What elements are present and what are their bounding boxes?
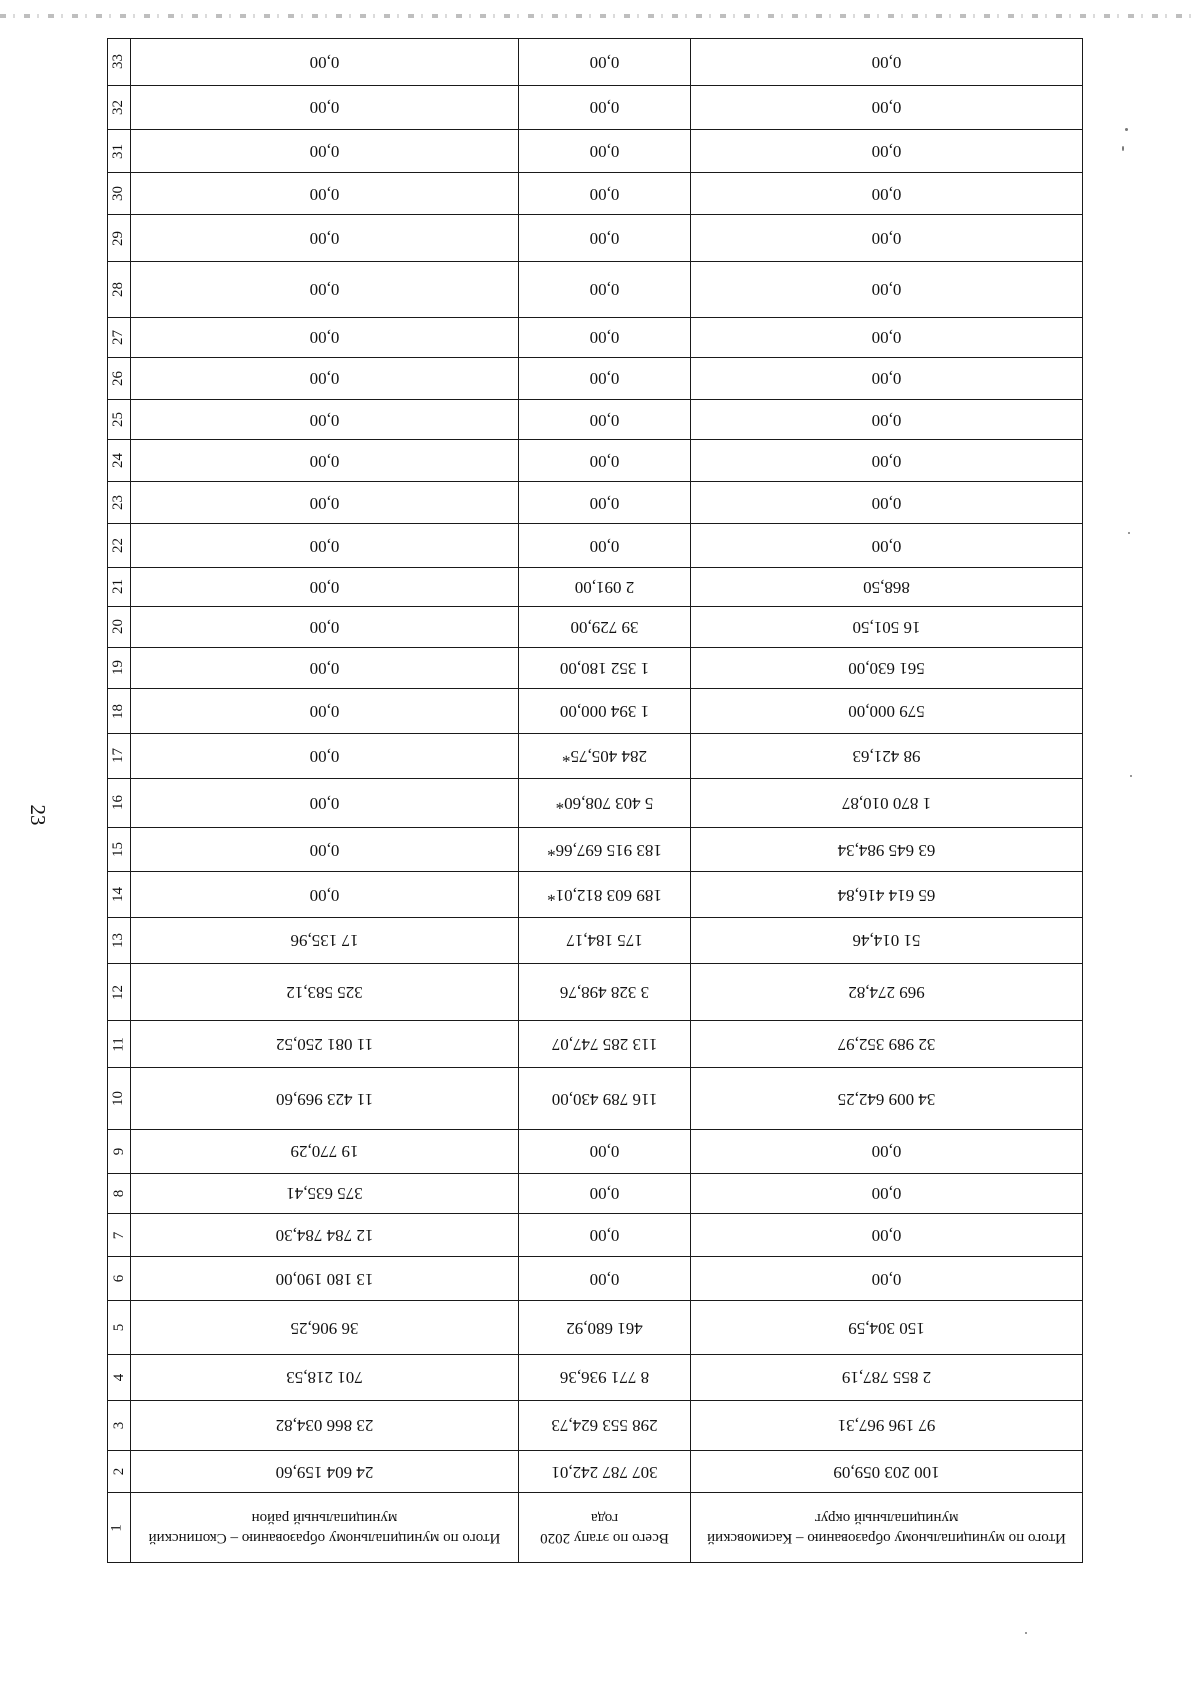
cell-kasimov: 2 855 787,19 [691, 1355, 1083, 1400]
cell-kasimov: 65 614 416,84 [691, 872, 1083, 917]
row-index [108, 1257, 131, 1301]
cell-total-2020: 0,00 [519, 85, 691, 129]
row-index-label: 4 [110, 1373, 127, 1382]
cell-skopin: 0,00 [131, 39, 519, 86]
row-index-label: 22 [110, 538, 127, 554]
table-row [108, 1213, 1083, 1256]
row-index [108, 688, 131, 733]
row-index-label: 11 [110, 1037, 127, 1052]
cell-total-2020: 175 184,17 [519, 917, 691, 963]
budget-table [108, 38, 1083, 1563]
row-index [108, 647, 131, 688]
cell-total-2020: 307 787 242,01 [519, 1451, 691, 1493]
cell-kasimov: 0,00 [691, 357, 1083, 399]
row-index-label: 12 [110, 984, 127, 1000]
cell-kasimov: 1 870 010,87 [691, 778, 1083, 828]
cell-kasimov: 16 501,50 [691, 606, 1083, 647]
row-index-label: 13 [110, 932, 127, 948]
cell-kasimov: 561 630,00 [691, 647, 1083, 688]
scan-edge-noise [0, 14, 1200, 18]
cell-total-2020: 0,00 [519, 399, 691, 439]
row-index-label: 32 [110, 99, 127, 115]
cell-skopin: 11 423 969,60 [131, 1068, 519, 1129]
scan-speck [1130, 775, 1132, 777]
cell-total-2020: 298 553 624,73 [519, 1400, 691, 1451]
row-index-label: 14 [110, 887, 127, 903]
row-index [108, 1021, 131, 1068]
table-row [108, 567, 1083, 606]
row-index-label: 29 [110, 230, 127, 246]
row-index-label: 16 [110, 795, 127, 811]
cell-kasimov: 100 203 059,09 [691, 1451, 1083, 1493]
scan-speck [1125, 128, 1128, 131]
row-index-label: 6 [110, 1275, 127, 1283]
row-index [108, 917, 131, 963]
row-index-label: 2 [110, 1468, 127, 1476]
scan-speck [1025, 1632, 1027, 1634]
cell-total-2020: 0,00 [519, 173, 691, 215]
cell-kasimov: 579 000,00 [691, 688, 1083, 733]
row-index [108, 1301, 131, 1355]
table-row [108, 317, 1083, 357]
row-index-label: 18 [110, 703, 127, 719]
cell-total-2020: 2 091,00 [519, 567, 691, 606]
cell-total-2020: 0,00 [519, 357, 691, 399]
row-index-label: 24 [110, 453, 127, 469]
table-row [108, 688, 1083, 733]
cell-total-2020: 0,00 [519, 1213, 691, 1256]
row-index [108, 1451, 131, 1493]
cell-kasimov: 97 196 967,31 [691, 1400, 1083, 1451]
header-skopin: Итого по муниципальному образованию – Скопинский муниципальный район [131, 1493, 519, 1563]
cell-skopin: 23 866 034,82 [131, 1400, 519, 1451]
table-row [108, 1068, 1083, 1129]
row-index-label: 30 [110, 186, 127, 202]
cell-total-2020: 39 729,00 [519, 606, 691, 647]
row-index-label: 26 [110, 370, 127, 386]
table-row [108, 39, 1083, 86]
header-kasimov: Итого по муниципальному образованию – Касимовский муниципальный округ [691, 1493, 1083, 1563]
row-index-label: 3 [110, 1421, 127, 1430]
cell-skopin: 0,00 [131, 440, 519, 482]
cell-skopin: 11 081 250,52 [131, 1021, 519, 1068]
table-row [108, 1451, 1083, 1493]
cell-total-2020: 1 352 180,00 [519, 647, 691, 688]
row-index [108, 357, 131, 399]
cell-skopin: 0,00 [131, 606, 519, 647]
table-row [108, 399, 1083, 439]
cell-skopin: 0,00 [131, 173, 519, 215]
page-number: 23 [26, 804, 50, 826]
cell-kasimov: 0,00 [691, 399, 1083, 439]
table-row [108, 130, 1083, 173]
cell-kasimov: 969 274,82 [691, 964, 1083, 1021]
scan-speck [1128, 532, 1130, 534]
cell-total-2020: 461 680,92 [519, 1301, 691, 1355]
row-index-label: 28 [110, 281, 127, 297]
row-index [108, 828, 131, 872]
cell-kasimov: 0,00 [691, 524, 1083, 567]
cell-kasimov: 0,00 [691, 130, 1083, 173]
row-index-label: 10 [110, 1091, 127, 1107]
row-index-label: 17 [110, 748, 127, 764]
row-index [108, 39, 131, 86]
row-index [108, 130, 131, 173]
row-index [108, 440, 131, 482]
row-index [108, 778, 131, 828]
cell-kasimov: 0,00 [691, 440, 1083, 482]
cell-kasimov: 0,00 [691, 39, 1083, 86]
row-index-label: 27 [110, 329, 127, 345]
cell-kasimov: 0,00 [691, 215, 1083, 261]
cell-total-2020: 0,00 [519, 130, 691, 173]
table-row [108, 734, 1083, 778]
row-index-label: 8 [110, 1189, 127, 1198]
row-index [108, 399, 131, 439]
table-row [108, 357, 1083, 399]
cell-kasimov: 0,00 [691, 85, 1083, 129]
row-index [108, 734, 131, 778]
cell-total-2020: 0,00 [519, 1173, 691, 1213]
row-index [108, 85, 131, 129]
row-index [108, 261, 131, 317]
table-row [108, 524, 1083, 567]
table-row [108, 1129, 1083, 1173]
table-row [108, 1021, 1083, 1068]
row-index [108, 317, 131, 357]
table-row [108, 872, 1083, 917]
row-index-label: 33 [110, 54, 127, 70]
table-row [108, 1355, 1083, 1400]
row-index-label: 7 [110, 1231, 127, 1239]
row-index [108, 567, 131, 606]
table-row [108, 1400, 1083, 1451]
cell-skopin: 0,00 [131, 399, 519, 439]
cell-total-2020: 183 915 697,66* [519, 828, 691, 872]
cell-total-2020: 0,00 [519, 482, 691, 524]
row-index [108, 173, 131, 215]
row-index [108, 1068, 131, 1129]
cell-skopin: 0,00 [131, 524, 519, 567]
scan-speck [1122, 146, 1124, 151]
cell-kasimov: 0,00 [691, 173, 1083, 215]
row-index [108, 1129, 131, 1173]
table-row [108, 1173, 1083, 1213]
cell-total-2020: 3 328 498,76 [519, 964, 691, 1021]
cell-total-2020: 116 789 430,00 [519, 1068, 691, 1129]
cell-kasimov: 0,00 [691, 317, 1083, 357]
row-index-label: 31 [110, 143, 127, 159]
cell-total-2020: 0,00 [519, 1129, 691, 1173]
cell-skopin: 0,00 [131, 130, 519, 173]
header-total-2020: Всего по этапу 2020 года [519, 1493, 691, 1563]
cell-kasimov: 0,00 [691, 1213, 1083, 1256]
table-row [108, 261, 1083, 317]
row-index-label: 21 [110, 579, 127, 595]
cell-skopin: 0,00 [131, 261, 519, 317]
cell-skopin: 12 784 784,30 [131, 1213, 519, 1256]
cell-skopin: 701 218,53 [131, 1355, 519, 1400]
cell-skopin: 0,00 [131, 317, 519, 357]
row-index [108, 964, 131, 1021]
cell-kasimov: 0,00 [691, 1257, 1083, 1301]
cell-total-2020: 284 405,75* [519, 734, 691, 778]
cell-kasimov: 0,00 [691, 1129, 1083, 1173]
cell-kasimov: 51 014,46 [691, 917, 1083, 963]
row-index-label: 5 [110, 1324, 127, 1332]
row-index-label: 9 [110, 1147, 127, 1156]
cell-total-2020: 5 403 708,60* [519, 778, 691, 828]
cell-skopin: 0,00 [131, 567, 519, 606]
table-header-row [108, 1493, 1083, 1563]
row-index [108, 215, 131, 261]
row-index [108, 482, 131, 524]
table-row [108, 482, 1083, 524]
table-row [108, 440, 1083, 482]
row-index-label: 20 [110, 619, 127, 635]
cell-skopin: 0,00 [131, 688, 519, 733]
row-index [108, 872, 131, 917]
table-row [108, 1301, 1083, 1355]
cell-kasimov: 868,50 [691, 567, 1083, 606]
table-row [108, 828, 1083, 872]
cell-skopin: 0,00 [131, 872, 519, 917]
cell-skopin: 24 604 159,60 [131, 1451, 519, 1493]
table-row [108, 606, 1083, 647]
table-row [108, 173, 1083, 215]
row-index [108, 524, 131, 567]
row-index-label: 25 [110, 412, 127, 428]
table-row [108, 215, 1083, 261]
cell-total-2020: 189 603 812,01* [519, 872, 691, 917]
cell-skopin: 0,00 [131, 647, 519, 688]
cell-kasimov: 34 009 642,25 [691, 1068, 1083, 1129]
table-row [108, 964, 1083, 1021]
cell-total-2020: 0,00 [519, 1257, 691, 1301]
cell-total-2020: 1 394 000,00 [519, 688, 691, 733]
cell-skopin: 36 906,25 [131, 1301, 519, 1355]
row-index [108, 606, 131, 647]
cell-skopin: 13 180 190,00 [131, 1257, 519, 1301]
cell-skopin: 0,00 [131, 778, 519, 828]
row-index-label: 15 [110, 842, 127, 858]
cell-total-2020: 0,00 [519, 524, 691, 567]
row-index [108, 1355, 131, 1400]
cell-total-2020: 8 771 936,36 [519, 1355, 691, 1400]
cell-total-2020: 0,00 [519, 261, 691, 317]
cell-skopin: 0,00 [131, 85, 519, 129]
cell-skopin: 0,00 [131, 828, 519, 872]
cell-skopin: 0,00 [131, 482, 519, 524]
table-row [108, 85, 1083, 129]
cell-skopin: 325 583,12 [131, 964, 519, 1021]
cell-skopin: 17 135,96 [131, 917, 519, 963]
cell-total-2020: 0,00 [519, 440, 691, 482]
row-index-label: 19 [110, 660, 127, 676]
cell-total-2020: 0,00 [519, 215, 691, 261]
cell-skopin: 0,00 [131, 215, 519, 261]
row-index [108, 1213, 131, 1256]
cell-skopin: 375 635,41 [131, 1173, 519, 1213]
cell-kasimov: 0,00 [691, 482, 1083, 524]
table-row [108, 647, 1083, 688]
table-row [108, 778, 1083, 828]
cell-total-2020: 0,00 [519, 39, 691, 86]
cell-skopin: 0,00 [131, 734, 519, 778]
cell-kasimov: 0,00 [691, 261, 1083, 317]
cell-kasimov: 150 304,59 [691, 1301, 1083, 1355]
cell-kasimov: 98 421,63 [691, 734, 1083, 778]
table-row [108, 1257, 1083, 1301]
table-row [108, 917, 1083, 963]
row-index [108, 1173, 131, 1213]
cell-kasimov: 32 989 352,97 [691, 1021, 1083, 1068]
row-index: 1 [108, 1493, 131, 1563]
row-index-label: 23 [110, 495, 127, 511]
cell-skopin: 19 770,29 [131, 1129, 519, 1173]
row-index [108, 1400, 131, 1451]
cell-total-2020: 0,00 [519, 317, 691, 357]
cell-total-2020: 113 285 747,07 [519, 1021, 691, 1068]
cell-skopin: 0,00 [131, 357, 519, 399]
cell-kasimov: 63 645 984,34 [691, 828, 1083, 872]
cell-kasimov: 0,00 [691, 1173, 1083, 1213]
